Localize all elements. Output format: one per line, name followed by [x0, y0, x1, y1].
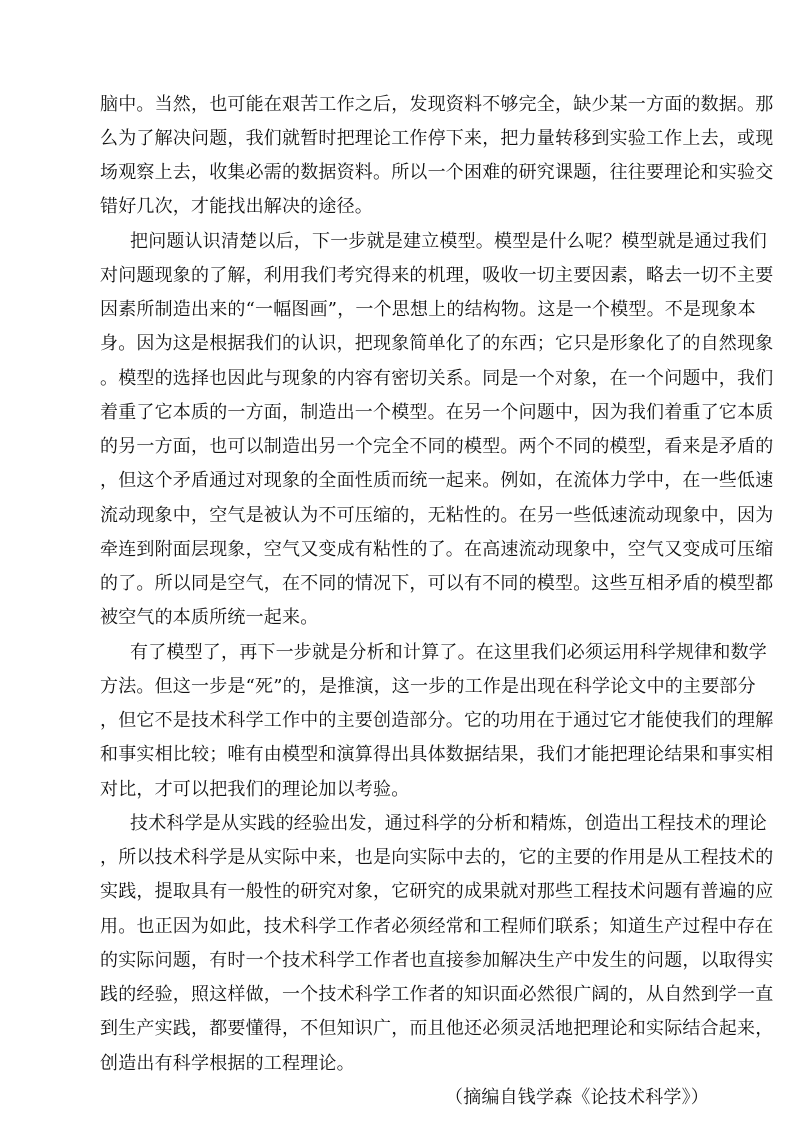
text-line-content: 创造出有科学根据的工程理论。 [100, 1053, 355, 1074]
source-citation-line [0, 1081, 794, 1115]
text-line-content: 牵连到附面层现象，空气又变成有粘性的了。在高速流动现象中，空气又变成可压缩 [100, 539, 774, 560]
text-line-content: ，但它不是技术科学工作中的主要创造部分。它的功用在于通过它才能使我们的理解 [100, 710, 774, 731]
paragraph-first-line [0, 807, 794, 841]
source-citation: （摘编自钱学森《论技术科学》） [445, 1087, 709, 1108]
text-line-content: 和事实相比较；唯有由模型和演算得出具体数据结果，我们才能把理论结果和事实相 [100, 744, 774, 765]
paragraph-first-line [0, 636, 794, 670]
text-line [0, 841, 794, 875]
text-line-content: 。模型的选择也因此与现象的内容有密切关系。同是一个对象，在一个问题中，我们 [100, 368, 774, 389]
text-line-content: 方法。但这一步是“死”的，是推演，这一步的工作是出现在科学论文中的主要部分 [100, 676, 756, 697]
text-line-content: 因素所制造出来的“一幅图画”，一个思想上的结构物。这是一个模型。不是现象本 [100, 299, 756, 320]
paragraph-first-line [0, 225, 794, 259]
text-line [0, 567, 794, 601]
text-line-content: 场观察上去，收集必需的数据资料。所以一个困难的研究课题，往往要理论和实验交 [100, 162, 774, 183]
text-line-content: 的实际问题，有时一个技术科学工作者也直接参加解决生产中发生的问题，以取得实 [100, 950, 774, 971]
text-line [0, 190, 794, 224]
text-line-content: 脑中。当然，也可能在艰苦工作之后，发现资料不够完全，缺少某一方面的数据。那 [100, 94, 774, 115]
text-line [0, 910, 794, 944]
text-line [0, 293, 794, 327]
text-line-content: 流动现象中，空气是被认为不可压缩的，无粘性的。在另一些低速流动现象中，因为 [100, 505, 774, 526]
text-line [0, 1012, 794, 1046]
text-line [0, 670, 794, 704]
text-line [0, 773, 794, 807]
text-line-content: 到生产实践，都要懂得，不但知识广，而且他还必须灵活地把理论和实际结合起来， [100, 1018, 774, 1039]
text-line [0, 875, 794, 909]
text-line [0, 1047, 794, 1081]
text-line [0, 396, 794, 430]
text-line [0, 704, 794, 738]
text-line-content: 错好几次，才能找出解决的途径。 [100, 196, 373, 217]
text-line-content: 的了。所以同是空气，在不同的情况下，可以有不同的模型。这些互相矛盾的模型都 [100, 573, 774, 594]
text-line-content: 实践，提取具有一般性的研究对象，它研究的成果就对那些工程技术问题有普遍的应 [100, 881, 774, 902]
text-line [0, 156, 794, 190]
text-line [0, 601, 794, 635]
text-line [0, 122, 794, 156]
text-line-content: 有了模型了，再下一步就是分析和计算了。在这里我们必须运用科学规律和数学 [130, 642, 767, 663]
text-line-content: 对问题现象的了解，利用我们考究得来的机理，吸收一切主要因素，略去一切不主要 [100, 265, 774, 286]
text-line-content: 用。也正因为如此，技术科学工作者必须经常和工程师们联系；知道生产过程中存在 [100, 916, 774, 937]
text-line [0, 978, 794, 1012]
text-line-content: ，但这个矛盾通过对现象的全面性质而统一起来。例如，在流体力学中，在一些低速 [100, 470, 774, 491]
text-line-content: 的另一方面，也可以制造出另一个完全不同的模型。两个不同的模型，看来是矛盾的 [100, 436, 774, 457]
text-line [0, 362, 794, 396]
text-line-content: 么为了解决问题，我们就暂时把理论工作停下来，把力量转移到实验工作上去，或现 [100, 128, 774, 149]
text-line [0, 533, 794, 567]
text-line [0, 88, 794, 122]
text-line [0, 464, 794, 498]
text-line-content: 技术科学是从实践的经验出发，通过科学的分析和精炼，创造出工程技术的理论 [130, 813, 767, 834]
text-line-content: 身。因为这是根据我们的认识，把现象简单化了的东西；它只是形象化了的自然现象 [100, 333, 774, 354]
text-line [0, 499, 794, 533]
text-line [0, 259, 794, 293]
text-line-content: 对比，才可以把我们的理论加以考验。 [100, 779, 410, 800]
text-line [0, 944, 794, 978]
text-line-content: 被空气的本质所统一起来。 [100, 607, 319, 628]
text-line-content: ，所以技术科学是从实际中来，也是向实际中去的，它的主要的作用是从工程技术的 [100, 847, 774, 868]
text-line [0, 327, 794, 361]
text-line-content: 践的经验，照这样做，一个技术科学工作者的知识面必然很广阔的，从自然到学一直 [100, 984, 774, 1005]
text-line [0, 430, 794, 464]
text-line-content: 把问题认识清楚以后，下一步就是建立模型。模型是什么呢？模型就是通过我们 [130, 231, 767, 252]
text-line-content: 着重了它本质的一方面，制造出一个模型。在另一个问题中，因为我们着重了它本质 [100, 402, 774, 423]
text-line [0, 738, 794, 772]
